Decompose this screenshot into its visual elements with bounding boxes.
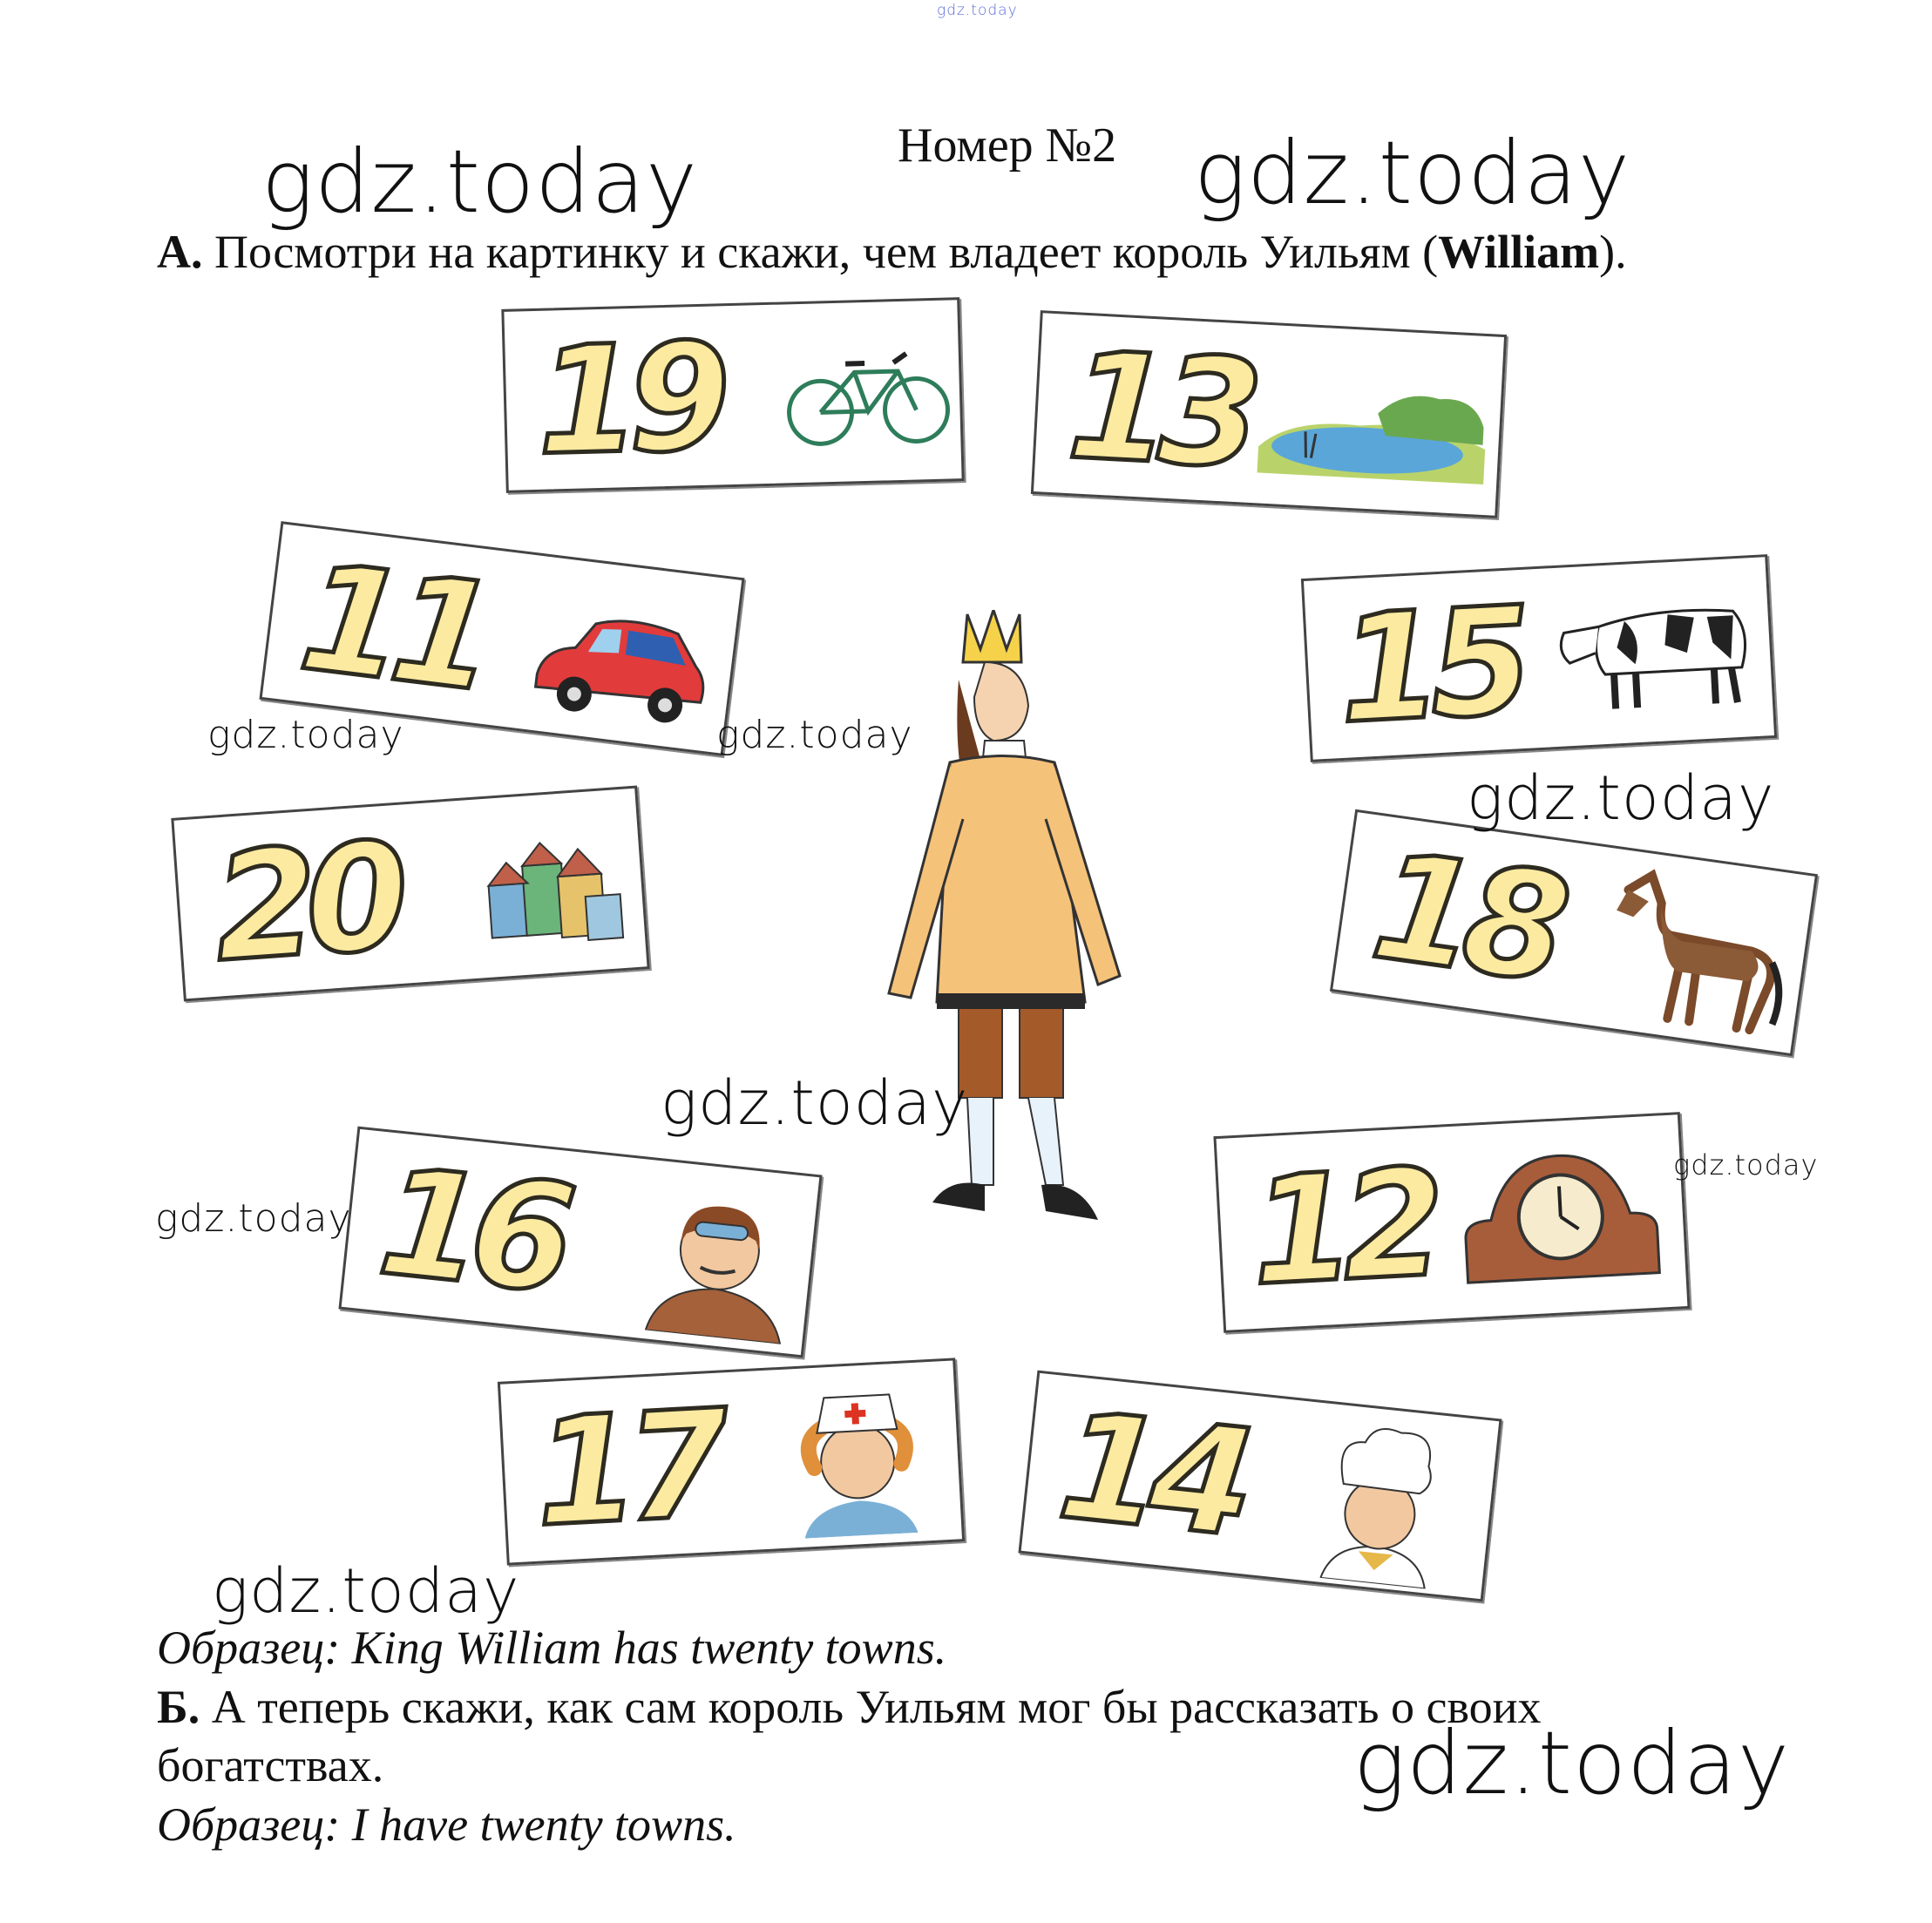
watermark: gdz.today [155, 1196, 352, 1241]
watermark: gdz.today [207, 713, 404, 757]
king-figure [871, 610, 1150, 1237]
card-number: 13 [1064, 320, 1255, 502]
card-number: 18 [1363, 819, 1568, 1017]
card-nurse [498, 1358, 965, 1565]
card-number: 15 [1334, 575, 1525, 757]
nurse-icon [779, 1375, 935, 1540]
watermark: gdz.today [1353, 1712, 1791, 1814]
cow-icon [1553, 579, 1760, 721]
task-a-body: Посмотри на картинку и скажи, чем владеет король Уильям ( [214, 226, 1439, 278]
card-town [171, 786, 649, 1002]
task-b-letter: Б. [157, 1681, 200, 1733]
cook-icon [1299, 1411, 1464, 1591]
sample-a: Образец: King William has twenty towns. [157, 1622, 947, 1674]
lake-icon [1252, 368, 1493, 493]
task-b-body: А теперь скажи, как сам король Уильям мог бы рассказать о своих [211, 1681, 1542, 1733]
card-bicycle [501, 297, 964, 493]
card-cook [1018, 1371, 1502, 1602]
car-icon [523, 595, 719, 739]
watermark: gdz.today [261, 131, 699, 233]
watermark: gdz.today [661, 1067, 969, 1139]
pilot-icon [637, 1182, 800, 1344]
watermark: gdz.today [1467, 762, 1775, 834]
task-a-letter: А. [157, 226, 203, 278]
card-number: 16 [371, 1135, 571, 1327]
card-number: 20 [208, 810, 403, 996]
clock-icon [1453, 1141, 1669, 1291]
task-b-line2: богатствах. [157, 1739, 384, 1791]
source-tag: gdz.today [937, 2, 1018, 19]
watermark: gdz.today [716, 713, 913, 757]
card-number: 11 [292, 531, 494, 725]
page-title: Номер №2 [898, 118, 1117, 173]
watermark: gdz.today [212, 1555, 520, 1627]
task-b-line1 [157, 1680, 1542, 1734]
card-number: 14 [1051, 1379, 1251, 1571]
card-number: 12 [1247, 1137, 1438, 1319]
card-number: 17 [531, 1378, 722, 1561]
task-a-name: William [1438, 226, 1600, 278]
task-a-text [157, 225, 1627, 279]
task-a-close: ). [1599, 226, 1627, 278]
sample-b: Образец: I have twenty towns. [157, 1798, 736, 1851]
card-number: 19 [534, 311, 722, 489]
watermark: gdz.today [1194, 122, 1631, 224]
card-lake [1031, 310, 1507, 518]
horse-icon [1593, 862, 1805, 1044]
town-icon [476, 824, 633, 965]
card-cow [1301, 554, 1777, 762]
card-horse [1330, 809, 1818, 1057]
bicycle-icon [783, 335, 952, 452]
watermark: gdz.today [1673, 1148, 1819, 1182]
card-pilot [338, 1127, 822, 1358]
card-clock [1213, 1112, 1690, 1333]
